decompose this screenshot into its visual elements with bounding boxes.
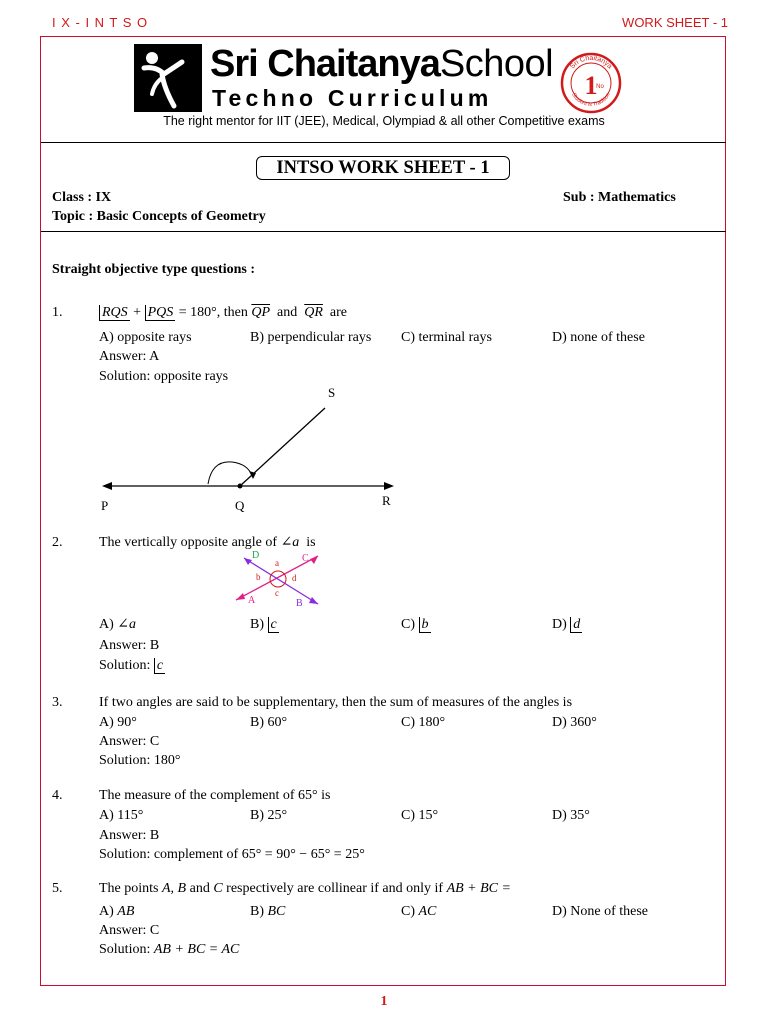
q1-ray-qp: $\overline{QP}$ — [251, 305, 271, 320]
q1-label-s: S — [328, 385, 336, 400]
q2-stem-angle: ∠a — [280, 535, 300, 550]
q1-option-c: C) terminal rays — [401, 330, 492, 345]
q3-option-d: D) 360° — [552, 715, 597, 730]
divider-meta — [41, 231, 726, 232]
q1-answer: Answer: A — [99, 349, 160, 364]
q3-answer: Answer: C — [99, 734, 160, 749]
q5-expression: AB + BC = — [446, 881, 511, 896]
header-left: I X - I N T S O — [52, 15, 149, 30]
q5-answer: Answer: C — [99, 923, 160, 938]
q1-solution: Solution: opposite rays — [99, 369, 229, 384]
q1-stem-rest: = 180°, then — [175, 305, 252, 320]
class-label: Class : IX — [52, 190, 112, 205]
school-name — [210, 42, 553, 86]
svg-text:1: 1 — [584, 71, 598, 100]
q3-number: 3. — [52, 695, 63, 710]
q4-option-d: D) 35° — [552, 808, 590, 823]
q2-label-C: C — [302, 553, 309, 564]
topic-label: Topic : Basic Concepts of Geometry — [52, 209, 266, 224]
q1-angle-pqs: PQS — [145, 305, 176, 321]
q2-stem-text: The vertically opposite angle of — [99, 535, 281, 550]
school-logo-emblem — [134, 44, 202, 112]
seal-number-label: No — [596, 84, 604, 90]
runner-figure-icon — [134, 44, 202, 112]
q4-solution: Solution: complement of 65° = 90° − 65° = 25° — [99, 847, 365, 862]
section-heading: Straight objective type questions : — [52, 262, 255, 277]
q1-point-q — [238, 484, 243, 489]
q2-label-c: c — [275, 588, 279, 598]
q2-label-B: B — [296, 598, 303, 609]
page-number: 1 — [380, 994, 388, 1009]
subject-label: Sub : Mathematics — [563, 190, 676, 205]
q1-ray-qr: $\overline{QR}$ — [304, 305, 323, 320]
worksheet-title: INTSO WORK SHEET - 1 — [256, 156, 510, 180]
q1-plus: + — [133, 305, 142, 320]
q1-label-r: R — [382, 493, 391, 508]
seal-bottom-text: Student is Tradition — [570, 91, 612, 109]
q4-answer: Answer: B — [99, 828, 160, 843]
q5-option-c: C) AC — [401, 904, 437, 919]
q2-stem-end: is — [306, 535, 316, 550]
q4-option-c: C) 15° — [401, 808, 439, 823]
seal-top-text: Sri Chaitanya — [568, 54, 614, 71]
q2-option-d: D) d — [552, 617, 581, 632]
q1-stem — [99, 304, 347, 322]
tagline: The right mentor for IIT (JEE), Medical, Olympiad & all other Competitive exams — [163, 114, 605, 128]
q2-label-b: b — [256, 572, 261, 582]
q2-figure — [230, 548, 325, 610]
q1-label-p: P — [101, 498, 109, 513]
q1-option-b: B) perpendicular rays — [250, 330, 372, 345]
q1-are: are — [329, 305, 348, 320]
header-right: WORK SHEET - 1 — [622, 15, 728, 30]
q5-stem: The points A, B and C respectively are collinear if and only if AB + BC = — [99, 881, 511, 896]
q3-option-b: B) 60° — [250, 715, 288, 730]
q3-stem: If two angles are said to be supplementary, then the sum of measures of the angles is — [99, 695, 573, 710]
q4-option-b: B) 25° — [250, 808, 288, 823]
q2-label-a: a — [275, 558, 279, 568]
q2-option-a: A) ∠a — [99, 617, 137, 632]
q5-option-b: B) BC — [250, 904, 286, 919]
q1-number: 1. — [52, 305, 63, 320]
q2-label-A: A — [248, 595, 256, 606]
q2-number: 2. — [52, 535, 63, 550]
q2-solution: Solution: c — [99, 658, 164, 673]
q4-number: 4. — [52, 788, 63, 803]
school-name-bold: Sri Chaitanya — [210, 43, 440, 85]
q1-option-a: A) opposite rays — [99, 330, 192, 345]
q1-arrow-r — [384, 482, 394, 490]
q2-label-D: D — [252, 550, 260, 561]
q4-stem: The measure of the complement of 65° is — [99, 788, 331, 803]
q1-angle-rqs: RQS — [99, 305, 130, 321]
q1-figure — [90, 380, 410, 515]
q5-option-a: A) AB — [99, 904, 135, 919]
q4-option-a: A) 115° — [99, 808, 144, 823]
q2-option-c: C) b — [401, 617, 429, 632]
q1-arrow-p — [102, 482, 112, 490]
q2-label-d: d — [292, 573, 297, 583]
q1-option-d: D) none of these — [552, 330, 645, 345]
q2-answer: Answer: B — [99, 638, 160, 653]
q5-points: A, B — [162, 881, 187, 896]
school-name-light: School — [439, 43, 554, 85]
q5-number: 5. — [52, 881, 63, 896]
q5-option-d: D) None of these — [552, 904, 649, 919]
curriculum-name: Techno Curriculum — [212, 85, 493, 111]
q1-label-q: Q — [235, 498, 245, 513]
q5-solution: Solution: AB + BC = AC — [99, 942, 240, 957]
q3-option-a: A) 90° — [99, 715, 137, 730]
school-seal-icon — [560, 52, 622, 114]
q1-and: and — [277, 305, 298, 320]
divider-top — [41, 142, 726, 143]
q3-solution: Solution: 180° — [99, 753, 181, 768]
q3-option-c: C) 180° — [401, 715, 446, 730]
q2-option-b: B) c — [250, 617, 277, 632]
